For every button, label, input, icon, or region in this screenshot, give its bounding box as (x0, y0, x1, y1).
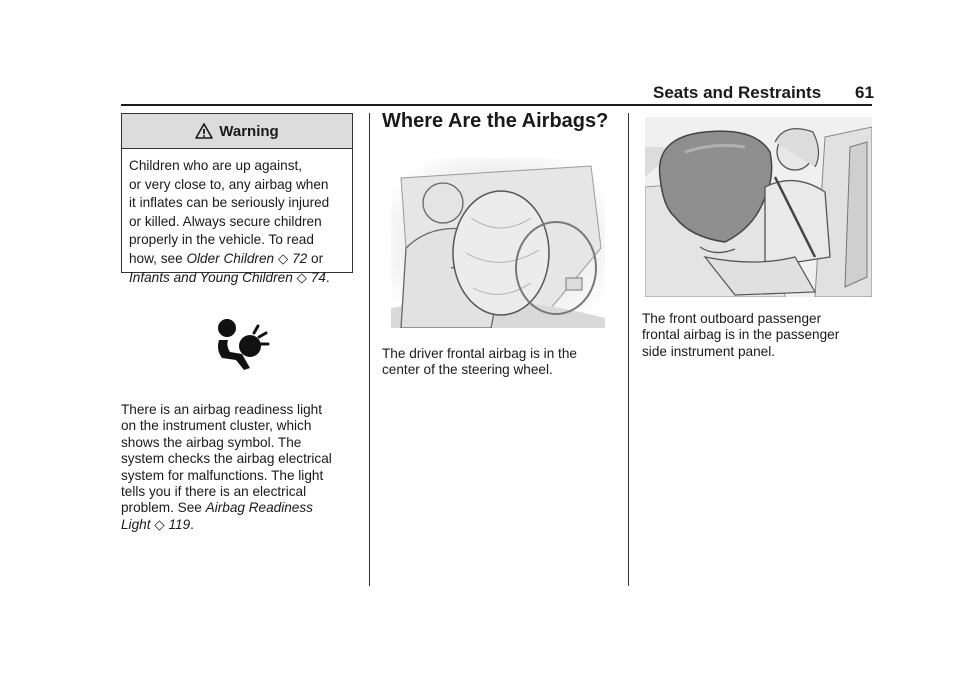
page-number: 61 (855, 83, 874, 102)
driver-caption (382, 346, 577, 379)
page-reference-icon: ◇ (150, 516, 169, 532)
readiness-line: tells you if there is an electrical (121, 484, 307, 500)
driver-airbag-illustration (391, 158, 605, 328)
passenger-caption (642, 311, 839, 360)
driver-caption-line: center of the steering wheel. (382, 362, 553, 378)
older-children-link[interactable]: Older Children (186, 250, 275, 266)
readiness-line: on the instrument cluster, which (121, 418, 312, 434)
airbag-readiness-link[interactable]: Airbag Readiness (205, 500, 313, 516)
passenger-airbag-illustration (645, 117, 872, 297)
warning-line: Infants and Young Children ◇ 74. (129, 269, 330, 285)
infants-young-children-link[interactable]: Infants and Young Children (129, 269, 293, 285)
page-reference-icon: ◇ (274, 250, 293, 266)
warning-line: or killed. Always secure children (129, 213, 322, 229)
infants-young-children-page[interactable]: 74 (310, 269, 326, 285)
readiness-line: Light ◇ 119. (121, 516, 194, 532)
warning-line: it inflates can be seriously injured (129, 195, 330, 211)
column-divider-1 (369, 113, 370, 586)
section-title: Seats and Restraints (653, 83, 822, 102)
warning-triangle-icon (195, 123, 213, 139)
warning-box (121, 113, 353, 285)
header-rule (121, 104, 872, 106)
warning-line: how, see Older Children ◇ 72 or (129, 250, 324, 266)
section-heading: Where Are the Airbags? (382, 110, 609, 132)
page-reference-icon: ◇ (292, 269, 311, 285)
readiness-line: system checks the airbag electrical (121, 451, 332, 467)
readiness-paragraph (121, 402, 332, 533)
warning-line: Children who are up against, (129, 158, 303, 173)
passenger-caption-line: side instrument panel. (642, 343, 775, 359)
passenger-caption-line: frontal airbag is in the passenger (642, 327, 840, 343)
airbag-readiness-page[interactable]: 119 (168, 516, 191, 532)
warning-header (122, 114, 352, 149)
warning-title: Warning (219, 122, 279, 140)
driver-caption-line: The driver frontal airbag is in the (382, 346, 577, 361)
passenger-caption-line: The front outboard passenger (642, 311, 822, 326)
warning-text (122, 149, 352, 287)
airbag-readiness-link-cont[interactable]: Light (121, 516, 151, 532)
readiness-line: system for malfunctions. The light (121, 467, 324, 483)
readiness-line: shows the airbag symbol. The (121, 434, 302, 450)
airbag-readiness-icon (214, 318, 270, 372)
older-children-page[interactable]: 72 (292, 250, 308, 266)
warning-line: properly in the vehicle. To read (129, 232, 314, 248)
warning-line: or very close to, any airbag when (129, 176, 329, 192)
column-divider-2 (628, 113, 629, 586)
readiness-line: problem. See Airbag Readiness (121, 500, 313, 516)
readiness-line: There is an airbag readiness light (121, 402, 322, 417)
